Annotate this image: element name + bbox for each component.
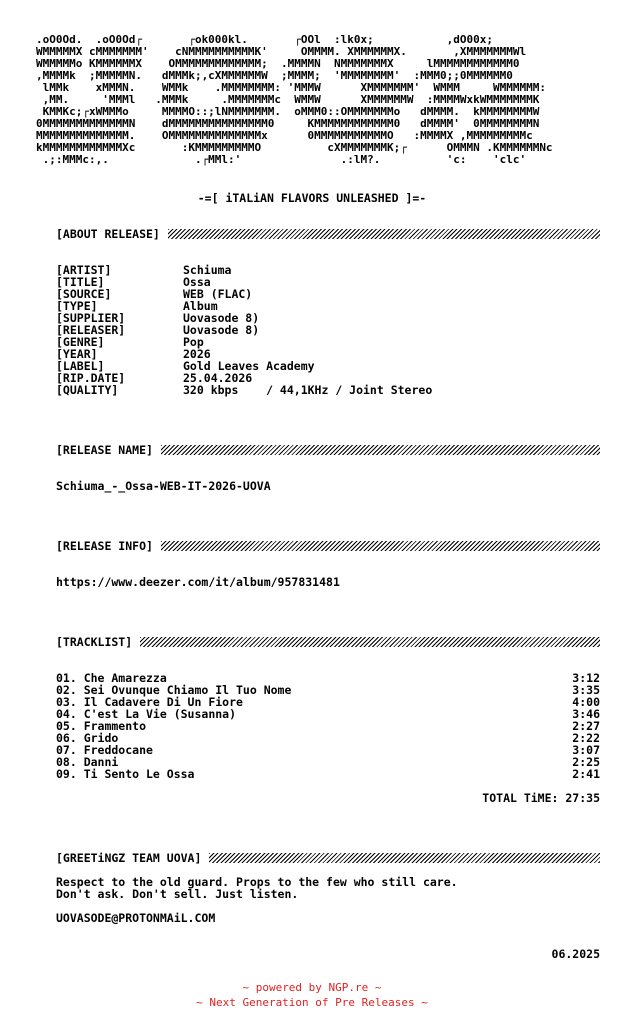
track-title: 09. Ti Sento Le Ossa (56, 767, 195, 781)
about-row-releaser (56, 324, 600, 336)
release-name-label: [RELEASE NAME] (56, 443, 153, 457)
about-key: [SUPPLIER] (56, 311, 126, 325)
about-key: [ARTIST] (56, 263, 112, 277)
tracklist-heading (56, 635, 600, 649)
about-value: 25.04.2026 (183, 371, 253, 385)
about-row-supplier (56, 312, 600, 324)
about-value: WEB (FLAC) (183, 287, 253, 301)
tracklist-label: [TRACKLIST] (56, 635, 133, 649)
section-divider (161, 445, 600, 455)
track-title: 08. Danni (56, 755, 119, 769)
track-title: 03. Il Cadavere Di Un Fiore (56, 695, 243, 709)
track-duration: 2:22 (572, 731, 600, 745)
about-value: Schiuma (183, 263, 232, 277)
about-key: [TYPE] (56, 299, 98, 313)
about-row-title (56, 276, 600, 288)
release-info-link[interactable]: https://www.deezer.com/it/album/957831481 (56, 575, 340, 589)
about-key: [YEAR] (56, 347, 98, 361)
track-duration: 2:25 (572, 755, 600, 769)
about-key: [QUALITY] (56, 383, 119, 397)
section-divider (140, 637, 600, 647)
total-time: TOTAL TiME: 27:35 (482, 791, 600, 805)
section-divider (209, 853, 600, 863)
release-info-heading (56, 539, 600, 553)
greetings-line-2: Don't ask. Don't sell. Just listen. (56, 887, 299, 901)
footer-tagline: ~ Next Generation of Pre Releases ~ (196, 996, 428, 1009)
about-key: [SOURCE] (56, 287, 112, 301)
about-key: [LABEL] (56, 359, 105, 373)
greetings-line-1: Respect to the old guard. Props to the few who still care. (56, 875, 458, 889)
track-duration: 3:12 (572, 671, 600, 685)
footer-powered-by[interactable]: ~ powered by NGP.re ~ (242, 981, 382, 994)
track-title: 06. Grido (56, 731, 119, 745)
release-name-value: Schiuma_-_Ossa-WEB-IT-2026-UOVA (56, 479, 271, 493)
track-duration: 2:41 (572, 767, 600, 781)
about-release-table (56, 264, 600, 396)
about-row-artist (56, 264, 600, 276)
about-value: Uovasode 8) (183, 311, 260, 325)
greetings-label: [GREETiNGZ TEAM UOVA] (56, 851, 202, 865)
track-duration: 3:07 (572, 743, 600, 757)
release-info-label: [RELEASE INFO] (56, 539, 153, 553)
list-item (56, 744, 600, 756)
about-value: 2026 (183, 347, 211, 361)
about-value: 320 kbps / 44,1KHz / Joint Stereo (183, 383, 433, 397)
tracklist (56, 672, 600, 780)
about-row-quality (56, 384, 600, 396)
about-row-year (56, 348, 600, 360)
track-duration: 3:46 (572, 707, 600, 721)
about-value: Uovasode 8) (183, 323, 260, 337)
tagline: -=[ iTALiAN FLAVORS UNLEASHED ]=- (197, 191, 427, 205)
section-divider (168, 229, 600, 239)
about-release-heading (56, 227, 600, 241)
about-row-type (56, 300, 600, 312)
track-duration: 2:27 (572, 719, 600, 733)
about-row-source (56, 288, 600, 300)
greetings-heading (56, 851, 600, 865)
about-value: Gold Leaves Academy (183, 359, 315, 373)
about-release-label: [ABOUT RELEASE] (56, 227, 160, 241)
ascii-art-banner: .oO0Od. .oO0Od┌ ┌ok000kl. ┌OOl :lk0x; ,dO00x; WMMMMMX cMMMMMMM' cNMMMMMMMMMMK' OMMMM. XMMMMMMX. ,XMMMMMMMWl WMMMMMo KMMMMMMX OMMMMMMMMMMMMM; .MMMMN NMMMMMMMX lMMMMMMMMMMMM0 ,MMMMk ;MMMMMN. dMMMk;,cXMMMMMMW ;MMMM; 'MMMMMMMM' :MMM0;;0MMMMMM0 lMMk xMMMN. WMMk .MMMMMMMM: 'MMMW XMMMMMMM' WMMM WMMMMMM: ,MM. 'MMMl .MMMk .MMMMMMMc WMMW XMMMMMMW :MMMMWxkWMMMMMMMK KMMKc;┌xWMMMo MMMMO::;lNMMMMMMM. oMMM0::OMMMMMMMo dMMMM. kMMMMMMMMW 0MMMMMMMMMMMMMN dMMMMMMMMMMMMMMM0 KMMMMMMMMMMMM0 dMMMM' 0MMMMMMMMN MMMMMMMMMMMMMM. OMMMMMMMMMMMMMMx 0MMMMMMMMMMMO :MMMMX ,MMMMMMMMMc kMMMMMMMMMMMMXc :KMMMMMMMMMO cXMMMMMMMK;┌ OMMMN .KMMMMMMNc .;:MMMc:,. .┌MMl:' .:lM?. 'c: 'clc' (36, 34, 553, 166)
contact-email[interactable]: UOVASODE@PROTONMAiL.COM (56, 911, 216, 925)
track-title: 05. Frammento (56, 719, 147, 733)
track-title: 02. Sei Ovunque Chiamo Il Tuo Nome (56, 683, 292, 697)
release-date: 06.2025 (551, 947, 600, 961)
about-key: [RIP.DATE] (56, 371, 126, 385)
about-value: Ossa (183, 275, 211, 289)
track-duration: 3:35 (572, 683, 600, 697)
track-title: 04. C'est La Vie (Susanna) (56, 707, 237, 721)
list-item (56, 768, 600, 780)
track-title: 01. Che Amarezza (56, 671, 167, 685)
about-key: [GENRE] (56, 335, 105, 349)
about-key: [TITLE] (56, 275, 105, 289)
track-duration: 4:00 (572, 695, 600, 709)
section-divider (161, 541, 600, 551)
release-name-heading (56, 443, 600, 457)
list-item (56, 720, 600, 732)
about-row-genre (56, 336, 600, 348)
track-title: 07. Freddocane (56, 743, 153, 757)
about-row-label (56, 360, 600, 372)
about-value: Album (183, 299, 218, 313)
about-value: Pop (183, 335, 204, 349)
about-key: [RELEASER] (56, 323, 126, 337)
